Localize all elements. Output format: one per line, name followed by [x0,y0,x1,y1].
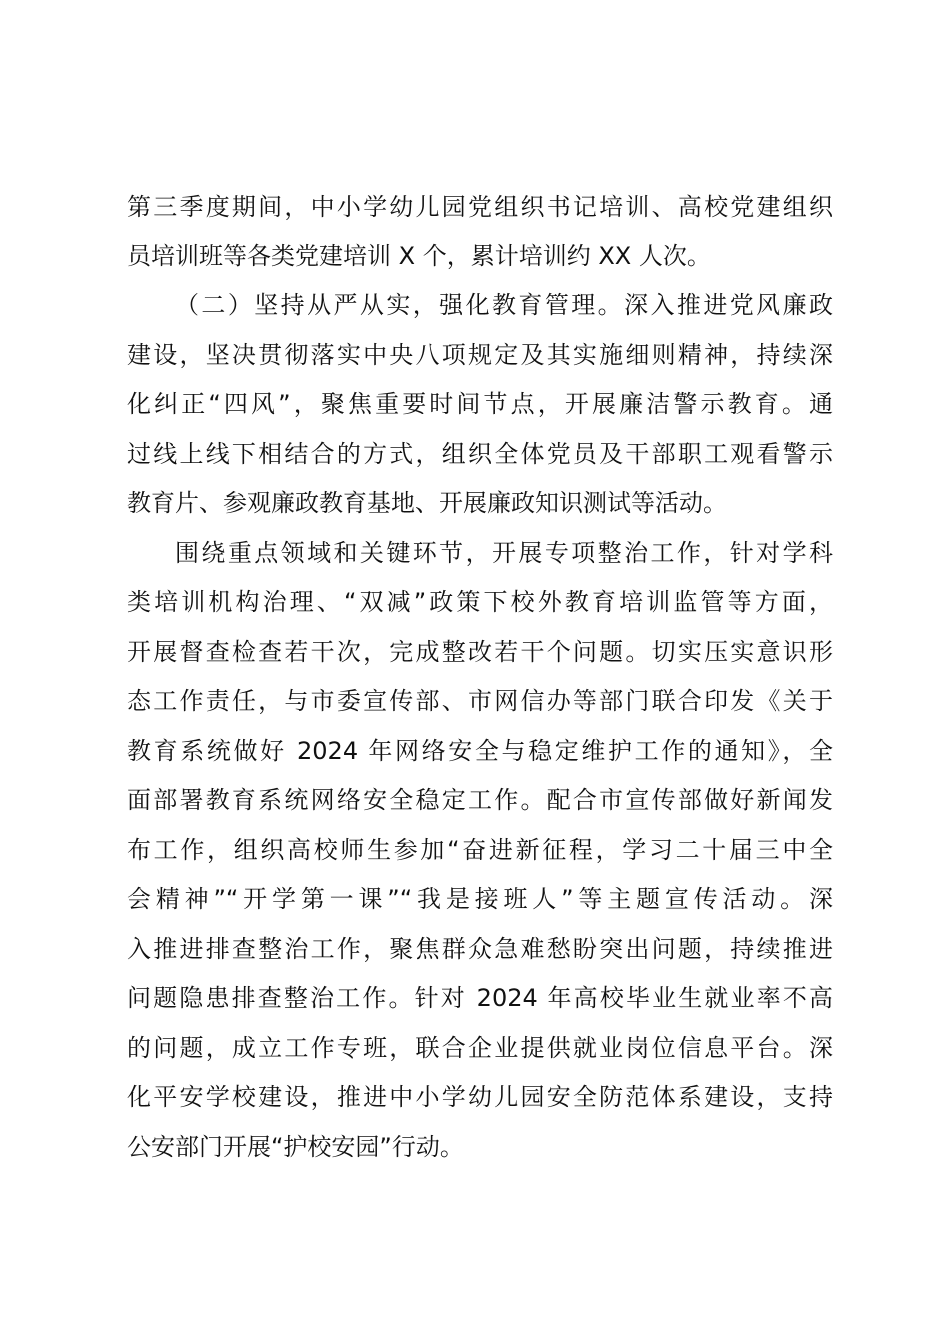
section-heading-line: （二）坚持从严从实，强化教育管理。深入推进党风廉政 [175,291,833,319]
body-text-line: 化平安学校建设，推进中小学幼儿园安全防范体系建设，支持 [127,1083,833,1111]
body-text-line: 围绕重点领域和关键环节，开展专项整治工作，针对学科 [175,539,833,567]
body-text-line: 开展督查检查若干次，完成整改若干个问题。切实压实意识形 [127,638,833,666]
body-text-line: 的问题，成立工作专班，联合企业提供就业岗位信息平台。深 [127,1034,833,1062]
body-text-line: 入推进排查整治工作，聚焦群众急难愁盼突出问题，持续推进 [127,935,833,963]
body-text-line: 问题隐患排查整治工作。针对 2024 年高校毕业生就业率不高 [127,984,833,1012]
body-text-line: 第三季度期间，中小学幼儿园党组织书记培训、高校党建组织 [127,193,833,221]
body-text-line: 态工作责任，与市委宣传部、市网信办等部门联合印发《关于 [127,687,833,715]
body-text-line: 面部署教育系统网络安全稳定工作。配合市宣传部做好新闻发 [127,786,833,814]
body-text-line: 会精神”“开学第一课”“我是接班人”等主题宣传活动。深 [127,885,833,913]
body-text-line: 员培训班等各类党建培训 X 个，累计培训约 XX 人次。 [127,242,711,270]
body-text-line: 化纠正“四风”，聚焦重要时间节点，开展廉洁警示教育。通 [127,390,833,418]
body-text-line: 建设，坚决贯彻落实中央八项规定及其实施细则精神，持续深 [127,341,833,369]
body-text-line: 布工作，组织高校师生参加“奋进新征程，学习二十届三中全 [127,836,833,864]
body-text-line: 教育系统做好 2024 年网络安全与稳定维护工作的通知》，全 [127,737,833,765]
body-text-line: 教育片、参观廉政教育基地、开展廉政知识测试等活动。 [127,489,727,517]
body-text-line: 类培训机构治理、“双减”政策下校外教育培训监管等方面， [127,588,833,616]
body-text-line: 过线上线下相结合的方式，组织全体党员及干部职工观看警示 [127,440,833,468]
body-text-line: 公安部门开展“护校安园”行动。 [127,1133,464,1161]
